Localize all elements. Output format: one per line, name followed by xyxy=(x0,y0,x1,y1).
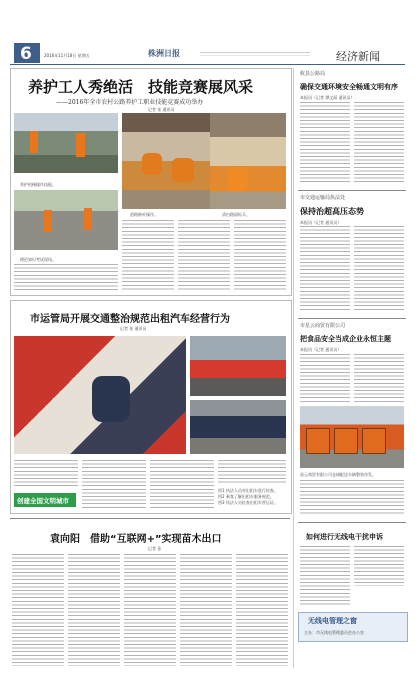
taxi-photo-2 xyxy=(190,336,286,396)
taxi-text-col-2 xyxy=(82,460,146,508)
feature-text-col-3 xyxy=(234,220,286,292)
taxi-photo-main xyxy=(14,336,186,454)
right-mid-headline: 保持治超高压态势 xyxy=(300,207,364,216)
right-top-headline: 确保交通环境安全畅通文明有序 xyxy=(300,83,398,91)
page-number: 6 xyxy=(20,44,32,64)
feature-text-col-2 xyxy=(178,220,230,292)
feature-byline: 记者 张 通讯员 xyxy=(148,107,175,112)
feature-photo-4 xyxy=(210,113,286,209)
right-low-photo xyxy=(300,406,404,468)
right-low-headline: 把食品安全当成企业永恒主题 xyxy=(300,335,391,343)
feature-photo-2 xyxy=(14,190,118,250)
feature-photo-3 xyxy=(122,113,210,209)
right-low-text-3 xyxy=(300,480,404,516)
radio-ad-title: 无线电管理之窗 xyxy=(308,617,357,625)
feature-photo-2-caption: 理论知识考试现场。 xyxy=(20,257,56,262)
civilization-banner-text: 创建全国文明城市 xyxy=(17,497,69,505)
feature-photo-4-caption: 清扫路面标兵。 xyxy=(222,212,250,217)
feature-photo-1-caption: 养护机械操作技能。 xyxy=(20,182,56,187)
farmer-byline: 记者 张 xyxy=(148,546,162,551)
taxi-byline: 记者 张 通讯员 xyxy=(120,326,147,331)
right-low-caption: 星云商贸有限公司仓储配送车辆整装待发。 xyxy=(300,472,376,477)
right-top-text-1 xyxy=(300,102,350,182)
truck-shape xyxy=(362,428,386,454)
farmer-rule xyxy=(10,518,290,519)
worker-figure xyxy=(44,210,52,232)
right-low-byline: 本报讯（记者 通讯员） xyxy=(300,347,342,352)
right-top-text-2 xyxy=(354,102,404,182)
section-title: 经济新闻 xyxy=(336,50,380,63)
header-rule xyxy=(10,64,405,65)
farmer-text-col-3 xyxy=(124,554,176,666)
masthead: 株洲日报 xyxy=(148,48,180,58)
right-column-divider xyxy=(293,68,294,668)
radio-ad-sub: 主办：市无线电管理委员会办公室 xyxy=(304,630,364,635)
feature-headline: 养护工人秀绝活 技能竞赛展风采 xyxy=(28,78,254,96)
taxi-text-col-4 xyxy=(218,460,286,484)
truck-shape xyxy=(334,428,358,454)
truck-shape xyxy=(306,428,330,454)
taxi-headline: 市运管局开展交通整治规范出租汽车经营行为 xyxy=(30,314,230,325)
right-bottom-text-2 xyxy=(354,546,404,586)
feature-photo-1 xyxy=(14,113,118,173)
worker-figure xyxy=(76,133,85,157)
farmer-text-col-1 xyxy=(12,554,64,666)
date-line: 2016年11月18日 星期五 xyxy=(44,53,90,58)
feature-photo-3-caption: 道路修补操作。 xyxy=(130,212,158,217)
right-rule-1 xyxy=(298,190,406,191)
feature-text-col-1 xyxy=(122,220,174,292)
right-low-kicker: 市星云商贸有限公司 xyxy=(300,323,346,329)
taxi-text-col-3 xyxy=(150,460,214,508)
worker-figure xyxy=(172,158,194,182)
taxi-photo-3 xyxy=(190,400,286,454)
right-low-text-1 xyxy=(300,354,350,402)
right-low-text-2 xyxy=(354,354,404,402)
worker-figure xyxy=(30,131,38,153)
right-mid-text-1 xyxy=(300,226,350,310)
right-mid-text-2 xyxy=(354,226,404,310)
header-meta xyxy=(200,52,310,56)
right-mid-byline: 本报讯（记者 通讯员） xyxy=(300,220,342,225)
farmer-text-col-2 xyxy=(68,554,120,666)
worker-figure xyxy=(142,153,162,175)
right-rule-3 xyxy=(298,522,406,523)
worker-figure xyxy=(228,167,248,191)
right-rule-2 xyxy=(298,318,406,319)
right-bottom-text-1 xyxy=(300,546,350,606)
right-top-byline: 本报讯（记者 谭文丽 通讯员） xyxy=(300,95,355,100)
taxi-note-1: 图1 执法人员对出租车进行检查。 xyxy=(218,488,278,493)
worker-figure xyxy=(84,208,92,230)
feature-subheadline: ——2016年全市农村公路养护工职业技能竞赛成功举办 xyxy=(56,99,204,106)
farmer-text-col-4 xyxy=(180,554,232,666)
right-top-kicker: 攸县公路局 xyxy=(300,71,326,77)
taxi-text-col-1 xyxy=(14,460,78,488)
farmer-text-col-5 xyxy=(236,554,288,666)
taxi-note-2: 图2 乘客了解出租车服务规范。 xyxy=(218,494,274,499)
right-mid-kicker: 市交通运输局执法处 xyxy=(300,195,346,201)
taxi-note-3: 图3 执法人员检查出租车营运证。 xyxy=(218,500,278,505)
feature-text-left xyxy=(14,264,118,290)
right-bottom-headline: 如何进行无线电干扰申诉 xyxy=(306,533,383,541)
officer-figure xyxy=(92,376,130,422)
farmer-headline: 袁向阳 借助“互联网+”实现苗木出口 xyxy=(50,534,222,545)
